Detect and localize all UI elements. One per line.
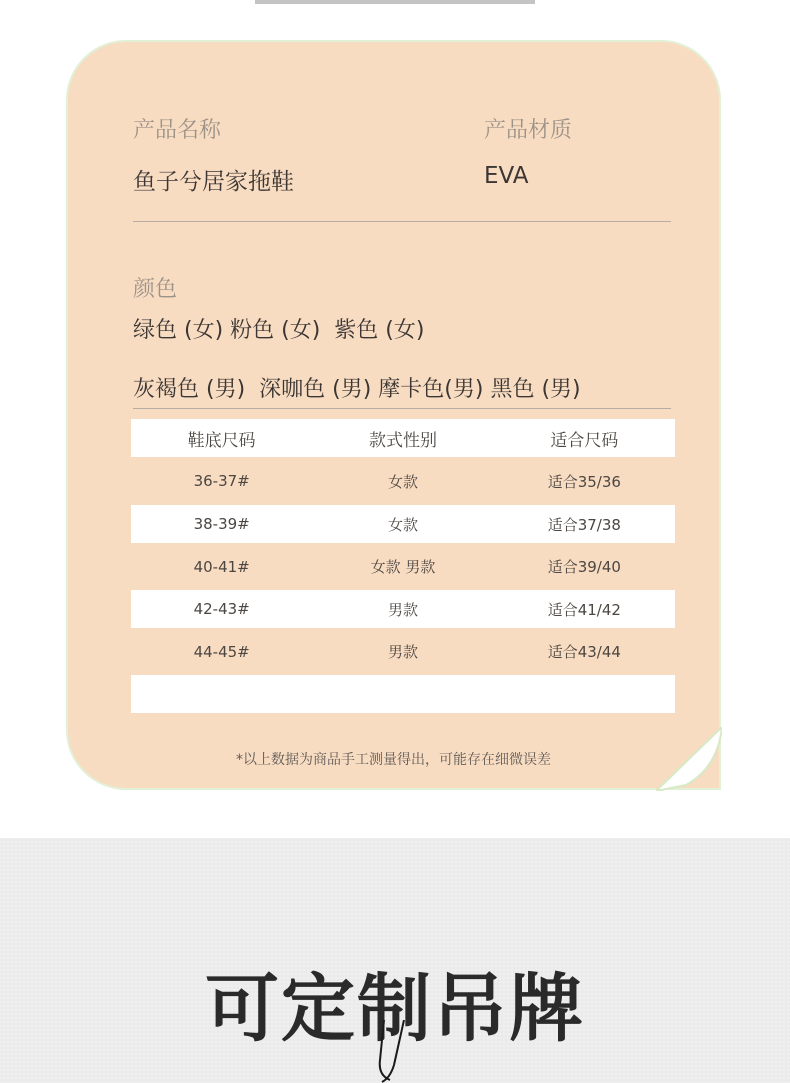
- material-label: 产品材质: [484, 118, 573, 143]
- table-cell: 适合37/38: [494, 505, 675, 543]
- table-row: [131, 590, 675, 628]
- table-cell: 40-41#: [193, 557, 250, 576]
- table-cell: 36-37#: [193, 472, 250, 490]
- header-gender: 款式性别: [312, 419, 493, 457]
- table-cell: [312, 675, 493, 713]
- custom-tag-title: 可定制吊牌: [205, 966, 585, 1052]
- color-list-men: 灰褐色 (男) 深咖色 (男) 摩卡色(男) 黑色 (男): [133, 377, 581, 402]
- header-sole-size: 鞋底尺码: [131, 419, 312, 457]
- table-cell: [131, 675, 312, 713]
- table-cell: 女款: [312, 505, 493, 543]
- table-cell: 适合39/40: [547, 558, 621, 576]
- table-cell: 男款: [312, 590, 493, 628]
- table-row: [131, 505, 675, 543]
- top-cut-off-caption: [255, 0, 535, 4]
- table-row: [131, 675, 675, 713]
- table-cell: 女款: [387, 472, 418, 491]
- product-name-label: 产品名称: [133, 118, 222, 143]
- table-row: [131, 628, 675, 675]
- table-cell: 女款 男款: [370, 558, 436, 576]
- measurement-disclaimer: *以上数据为商品手工测量得出，可能存在细微误差: [236, 752, 551, 768]
- color-list-women: 绿色 (女) 粉色 (女) 紫色 (女): [133, 318, 425, 343]
- table-cell: 44-45#: [193, 642, 250, 661]
- hang-tag-string-icon: [360, 1020, 420, 1083]
- table-cell: 38-39#: [131, 505, 312, 543]
- divider: [133, 408, 671, 409]
- product-name-value: 鱼子兮居家拖鞋: [133, 169, 294, 195]
- table-cell: 适合35/36: [547, 472, 621, 491]
- table-cell: [494, 675, 675, 713]
- table-cell: 男款: [387, 643, 418, 661]
- table-cell: 42-43#: [131, 590, 312, 628]
- color-label: 颜色: [133, 277, 178, 302]
- divider: [133, 221, 671, 222]
- table-cell: 适合41/42: [494, 590, 675, 628]
- header-fit-size: 适合尺码: [494, 419, 675, 457]
- size-table: [131, 419, 675, 713]
- table-row: [131, 457, 675, 505]
- table-row: [131, 543, 675, 590]
- table-cell: 适合43/44: [547, 643, 621, 661]
- material-value: EVA: [484, 163, 529, 189]
